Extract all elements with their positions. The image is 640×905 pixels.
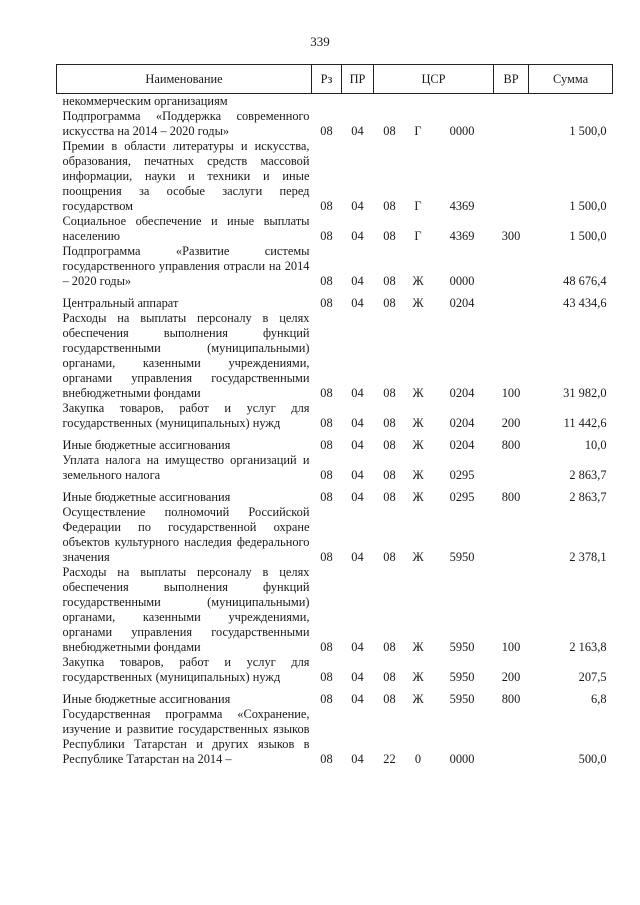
row-sum: 11 442,6 — [563, 416, 607, 430]
row-csr-code: 0295 — [449, 468, 475, 482]
row-name: Иные бюджетные ассигнования — [62, 490, 231, 504]
row-name: Государственная программа «Сохранение, изучение и развитие государственных языков Республики Татарстан и других языков в Республике Татарстан на 2014 – — [62, 707, 310, 766]
row-sum: 43 434,6 — [563, 296, 607, 310]
row-rz: 08 — [320, 124, 333, 138]
row-csr-program: 08 — [383, 229, 396, 243]
row-sum: 500,0 — [578, 752, 607, 766]
row-rz: 08 — [320, 386, 333, 400]
row-sum: 2 163,8 — [569, 640, 607, 654]
row-rz — [312, 94, 342, 110]
row-csr-code: 5950 — [449, 670, 475, 684]
row-csr-subprogram: Ж — [412, 490, 424, 504]
header-vr: ВР — [494, 65, 529, 94]
row-rz: 08 — [320, 438, 333, 452]
table-body — [57, 94, 613, 768]
row-csr-program: 08 — [383, 468, 396, 482]
table-row — [57, 139, 613, 214]
row-vr: 300 — [501, 229, 521, 243]
row-name: Осуществление полномочий Российской Федерации по государственной охране объектов культурного наследия федерального значения — [62, 505, 310, 564]
row-sum: 1 500,0 — [569, 229, 607, 243]
row-csr-code: 5950 — [449, 640, 475, 654]
row-csr-subprogram: Ж — [412, 550, 424, 564]
row-csr-code: 0295 — [449, 490, 475, 504]
row-vr — [494, 139, 529, 214]
row-rz: 08 — [320, 274, 333, 288]
row-csr-subprogram: Ж — [412, 640, 424, 654]
row-sum: 2 863,7 — [569, 490, 607, 504]
row-pr: 04 — [351, 550, 364, 564]
row-csr-program: 08 — [383, 274, 396, 288]
row-vr — [494, 244, 529, 289]
table-row — [57, 214, 613, 244]
row-csr-code: 0000 — [449, 274, 475, 288]
row-name: Закупка товаров, работ и услуг для государственных (муниципальных) нужд — [62, 655, 310, 684]
row-csr-subprogram: Г — [414, 124, 422, 138]
row-csr-program: 08 — [383, 124, 396, 138]
page-number: 339 — [310, 34, 330, 49]
row-pr — [342, 94, 374, 110]
row-rz: 08 — [320, 752, 333, 766]
row-pr: 04 — [351, 416, 364, 430]
row-rz: 08 — [320, 550, 333, 564]
row-name: некоммерческим организациям — [62, 94, 228, 108]
row-name: Иные бюджетные ассигнования — [62, 692, 231, 706]
row-sum: 207,5 — [578, 670, 607, 684]
row-pr: 04 — [351, 692, 364, 706]
row-pr: 04 — [351, 199, 364, 213]
row-rz: 08 — [320, 296, 333, 310]
row-rz: 08 — [320, 670, 333, 684]
header-name: Наименование — [57, 65, 312, 94]
row-pr: 04 — [351, 490, 364, 504]
row-csr-code — [431, 94, 494, 110]
row-csr-subprogram: Ж — [412, 670, 424, 684]
table-row — [57, 707, 613, 767]
row-csr-subprogram: Г — [414, 229, 422, 243]
row-csr-code: 0204 — [449, 386, 475, 400]
row-sum: 31 982,0 — [563, 386, 607, 400]
row-csr-program: 22 — [383, 752, 396, 766]
row-sum: 6,8 — [591, 692, 607, 706]
row-name: Расходы на выплаты персоналу в целях обеспечения выполнения функций государственными (муниципальными) органами, казенными учреждениями, органами управления государственными внебюджетными фондами — [62, 311, 310, 400]
row-csr-program: 08 — [383, 296, 396, 310]
table-row — [57, 453, 613, 483]
row-vr: 200 — [501, 670, 521, 684]
table-row — [57, 431, 613, 453]
row-pr: 04 — [351, 274, 364, 288]
row-vr: 800 — [501, 490, 521, 504]
row-vr: 100 — [501, 640, 521, 654]
row-csr-code: 0204 — [449, 296, 475, 310]
row-name: Подпрограмма «Развитие системы государственного управления отрасли на 2014 – 2020 годы» — [62, 244, 310, 288]
row-vr: 100 — [501, 386, 521, 400]
header-sum: Сумма — [529, 65, 613, 94]
row-csr-program: 08 — [383, 550, 396, 564]
table-row — [57, 109, 613, 139]
row-csr-code: 0204 — [449, 438, 475, 452]
row-vr — [494, 505, 529, 565]
row-csr-code: 5950 — [449, 692, 475, 706]
row-pr: 04 — [351, 229, 364, 243]
row-pr: 04 — [351, 468, 364, 482]
row-sum: 1 500,0 — [569, 124, 607, 138]
row-pr: 04 — [351, 124, 364, 138]
row-pr: 04 — [351, 386, 364, 400]
row-rz: 08 — [320, 468, 333, 482]
row-csr-program: 08 — [383, 438, 396, 452]
row-csr-code: 5950 — [449, 550, 475, 564]
row-vr: 200 — [501, 416, 521, 430]
row-csr-subprogram: Ж — [412, 416, 424, 430]
row-sum: 2 863,7 — [569, 468, 607, 482]
row-csr-program: 08 — [383, 386, 396, 400]
table-row — [57, 565, 613, 655]
row-name: Иные бюджетные ассигнования — [62, 438, 231, 452]
table-row — [57, 655, 613, 685]
table-header — [57, 65, 613, 94]
row-csr-program: 08 — [383, 490, 396, 504]
row-vr — [494, 453, 529, 483]
row-name: Расходы на выплаты персоналу в целях обеспечения выполнения функций государственными (муниципальными) органами, казенными учреждениями, органами управления государственными внебюджетными фондами — [62, 565, 310, 654]
row-csr-subprogram: Ж — [412, 274, 424, 288]
table-row — [57, 94, 613, 110]
row-vr: 800 — [501, 692, 521, 706]
row-pr: 04 — [351, 640, 364, 654]
row-csr-subprogram: Ж — [412, 692, 424, 706]
row-sum: 48 676,4 — [563, 274, 607, 288]
row-csr-subprogram: Ж — [412, 468, 424, 482]
row-name: Социальное обеспечение и иные выплаты населению — [62, 214, 310, 243]
row-sum: 1 500,0 — [569, 199, 607, 213]
row-csr-code: 0204 — [449, 416, 475, 430]
row-csr-program: 08 — [383, 416, 396, 430]
row-vr: 800 — [501, 438, 521, 452]
row-name: Премии в области литературы и искусства, образования, печатных средств массовой информации, науки и техники и иные поощрения за особые заслуги перед государством — [62, 139, 310, 213]
row-vr — [494, 289, 529, 311]
row-name: Закупка товаров, работ и услуг для государственных (муниципальных) нужд — [62, 401, 310, 430]
row-csr-code: 4369 — [449, 229, 475, 243]
row-csr-code: 4369 — [449, 199, 475, 213]
row-csr-program: 08 — [383, 670, 396, 684]
table-row — [57, 289, 613, 311]
row-pr: 04 — [351, 296, 364, 310]
row-csr-subprogram: 0 — [414, 752, 422, 766]
row-csr-program: 08 — [383, 199, 396, 213]
row-name: Подпрограмма «Поддержка современного искусства на 2014 – 2020 годы» — [62, 109, 310, 138]
row-rz: 08 — [320, 199, 333, 213]
row-sum: 2 378,1 — [569, 550, 607, 564]
table-row — [57, 483, 613, 505]
row-csr-subprogram: Ж — [412, 386, 424, 400]
table-row — [57, 401, 613, 431]
row-csr-subprogram: Ж — [412, 438, 424, 452]
row-pr: 04 — [351, 438, 364, 452]
row-csr-program: 08 — [383, 640, 396, 654]
row-csr-code: 0000 — [449, 752, 475, 766]
table-row — [57, 311, 613, 401]
row-rz: 08 — [320, 416, 333, 430]
row-name: Уплата налога на имущество организаций и земельного налога — [62, 453, 310, 482]
row-csr-subprogram: Ж — [412, 296, 424, 310]
row-rz: 08 — [320, 692, 333, 706]
budget-table — [56, 64, 613, 767]
row-rz: 08 — [320, 640, 333, 654]
table-row — [57, 685, 613, 707]
row-csr-subprogram — [406, 94, 431, 110]
row-vr — [494, 707, 529, 767]
row-rz: 08 — [320, 490, 333, 504]
table-row — [57, 244, 613, 289]
row-sum: 10,0 — [584, 438, 607, 452]
header-pr: ПР — [342, 65, 374, 94]
table-row — [57, 505, 613, 565]
row-pr: 04 — [351, 670, 364, 684]
row-pr: 04 — [351, 752, 364, 766]
row-vr — [494, 109, 529, 139]
row-vr — [494, 94, 529, 110]
header-rz: Рз — [312, 65, 342, 94]
row-csr-program — [374, 94, 406, 110]
header-csr: ЦСР — [374, 65, 494, 94]
row-name: Центральный аппарат — [62, 296, 179, 310]
row-csr-subprogram: Г — [414, 199, 422, 213]
row-rz: 08 — [320, 229, 333, 243]
row-csr-code: 0000 — [449, 124, 475, 138]
row-sum — [529, 94, 613, 110]
row-csr-program: 08 — [383, 692, 396, 706]
